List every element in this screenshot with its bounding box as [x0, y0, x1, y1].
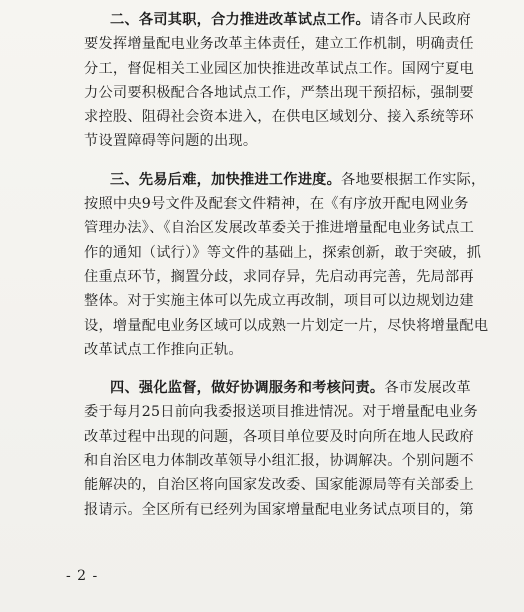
- section-heading: 四、强化监督，做好协调服务和考核问责。: [110, 380, 385, 397]
- section-heading: 三、先易后难，加快推进工作进度。: [110, 171, 342, 188]
- text-line: 报请示。全区所有已经列为国家增量配电业务试点项目的，第: [84, 501, 474, 518]
- text-line: 作的通知（试行）》等文件的基础上，探索创新，敢于突破，抓: [84, 244, 482, 261]
- text-line: 求控股、阻碍社会资本进入，在供电区域划分、接入系统等环: [84, 109, 474, 126]
- text-line: 改革试点工作推向正轨。: [84, 341, 243, 358]
- text-line: 改革过程中出现的问题，各项目单位要及时向所在地人民政府: [84, 428, 474, 445]
- document-body: [84, 8, 489, 522]
- text-line: 管理办法》、《自治区发展改革委关于推进增量配电业务试点工: [84, 220, 475, 237]
- text-line: 能解决的，自治区将向国家发改委、国家能源局等有关部委上: [84, 477, 474, 494]
- text-line: 分工，督促相关工业园区加快推进改革试点工作。国网宁夏电: [84, 60, 474, 77]
- section-heading: 二、各司其职，合力推进改革试点工作。: [110, 12, 370, 28]
- text-line: 和自治区电力体制改革领导小组汇报，协调解决。个别问题不: [84, 453, 474, 470]
- text-line: 节设置障碍等问题的出现。: [84, 133, 258, 150]
- text-line: 四、强化监督，做好协调服务和考核问责。各市发展改革: [110, 380, 471, 397]
- text-line: 力公司要积极配合各地试点工作，严禁出现干预招标，强制要: [84, 84, 474, 101]
- text-line: 三、先易后难，加快推进工作进度。各地要根据工作实际，: [110, 171, 486, 188]
- text-line: 设，增量配电业务区域可以成熟一片划定一片，尽快将增量配电: [84, 317, 489, 334]
- text-line: 整体。对于实施主体可以先成立再改制，项目可以边规划边建: [84, 293, 474, 310]
- text-line: 要发挥增量配电业务改革主体责任，建立工作机制，明确责任: [84, 36, 474, 53]
- text-line: 按照中央9号文件及配套文件精神，在《有序放开配电网业务: [84, 196, 469, 213]
- section-3-paragraph: [84, 168, 489, 362]
- text-line: 委于每月25日前向我委报送项目推进情况。对于增量配电业务: [84, 404, 478, 421]
- text-line: 住重点环节，搁置分歧，求同存异，先启动再完善，先局部再: [84, 268, 474, 285]
- section-4-paragraph: [84, 376, 478, 522]
- page-number: - 2 -: [66, 568, 99, 584]
- text-line: 二、各司其职，合力推进改革试点工作。请各市人民政府: [110, 12, 471, 28]
- section-2-paragraph: [84, 8, 474, 154]
